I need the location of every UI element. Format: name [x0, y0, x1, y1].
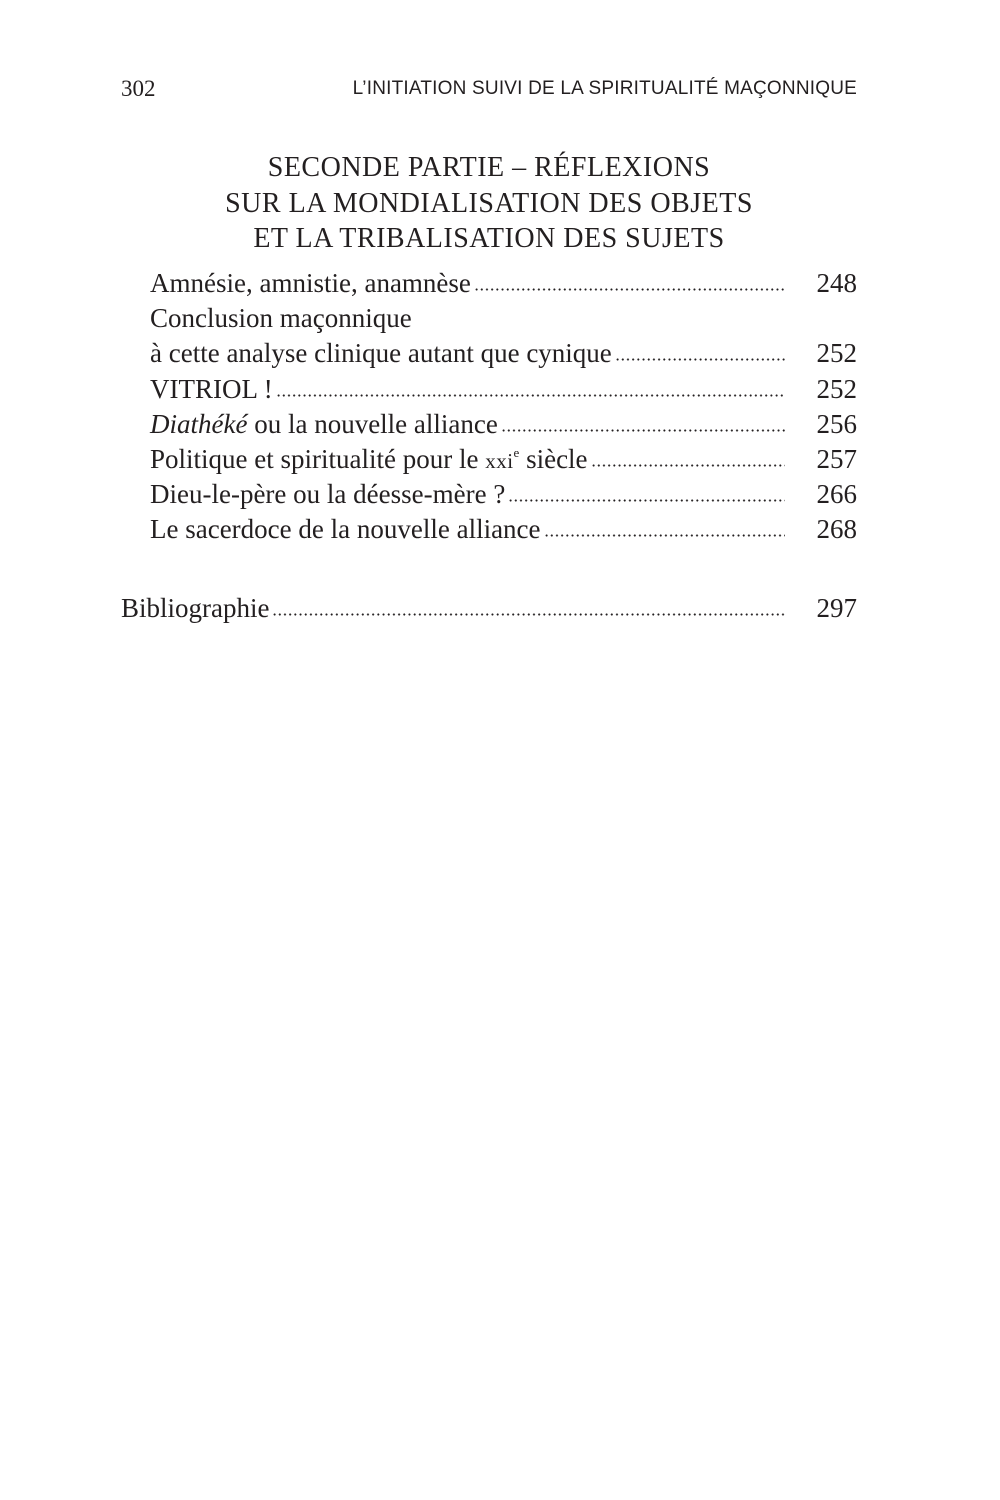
part-heading-line: SECONDE PARTIE – RÉFLEXIONS [267, 152, 711, 183]
running-head: L’INITIATION SUIVI DE LA SPIRITUALITÉ MAÇONNIQUE [352, 78, 857, 99]
part-heading-line: ET LA TRIBALISATION DES SUJETS [253, 223, 725, 254]
toc-entry-title: Le sacerdoce de la nouvelle alliance [150, 514, 541, 545]
toc-entry [150, 372, 857, 407]
toc-entry [150, 442, 857, 477]
toc-entry-title: à cette analyse clinique autant que cynique [150, 338, 612, 369]
dot-leader [544, 534, 785, 537]
toc-entry-title: Amnésie, amnistie, anamnèse [150, 268, 471, 298]
toc-entry-title-rest: ou la nouvelle alliance [247, 408, 498, 439]
bibliography-page: 297 [816, 593, 857, 623]
toc-entry-page: 256 [816, 408, 857, 439]
toc-entry [150, 407, 857, 442]
dot-leader [474, 288, 785, 291]
toc-entry-title-italic: Diathéké [150, 408, 248, 439]
toc-entry-page: 266 [816, 479, 857, 510]
toc-entry [150, 301, 857, 336]
dot-leader [272, 613, 785, 616]
toc-entry-page: 252 [816, 373, 857, 404]
toc-entry-title [150, 442, 588, 479]
century-numeral: xxi [485, 448, 514, 473]
century-suffix: e [513, 444, 520, 460]
bibliography-entry [121, 591, 857, 626]
dot-leader [591, 464, 785, 467]
toc-entry-title: VITRIOL ! [150, 373, 273, 404]
toc-entry [121, 591, 857, 626]
table-of-contents [150, 266, 857, 548]
toc-entry-page: 248 [816, 268, 857, 298]
toc-entry-page: 252 [816, 338, 857, 369]
toc-entry-title-before: Politique et spiritualité pour le [150, 443, 486, 474]
page-number: 302 [121, 76, 156, 101]
part-heading [121, 150, 857, 257]
toc-entry [150, 336, 857, 371]
toc-entry-title-after: siècle [519, 443, 588, 474]
toc-entry-title [150, 407, 498, 442]
toc-entry [150, 266, 857, 301]
bibliography-title: Bibliographie [121, 593, 270, 623]
toc-entry-page: 268 [816, 514, 857, 545]
dot-leader [615, 358, 785, 361]
toc-entry-title: Conclusion maçonnique [150, 303, 412, 334]
dot-leader [501, 429, 785, 432]
toc-entry [150, 477, 857, 512]
toc-entry [150, 512, 857, 547]
toc-entry-page: 257 [816, 443, 857, 474]
dot-leader [276, 394, 785, 397]
part-heading-line: SUR LA MONDIALISATION DES OBJETS [225, 187, 753, 219]
toc-entry-title: Dieu-le-père ou la déesse-mère ? [150, 479, 506, 510]
page-header [121, 76, 857, 106]
dot-leader [508, 499, 785, 502]
